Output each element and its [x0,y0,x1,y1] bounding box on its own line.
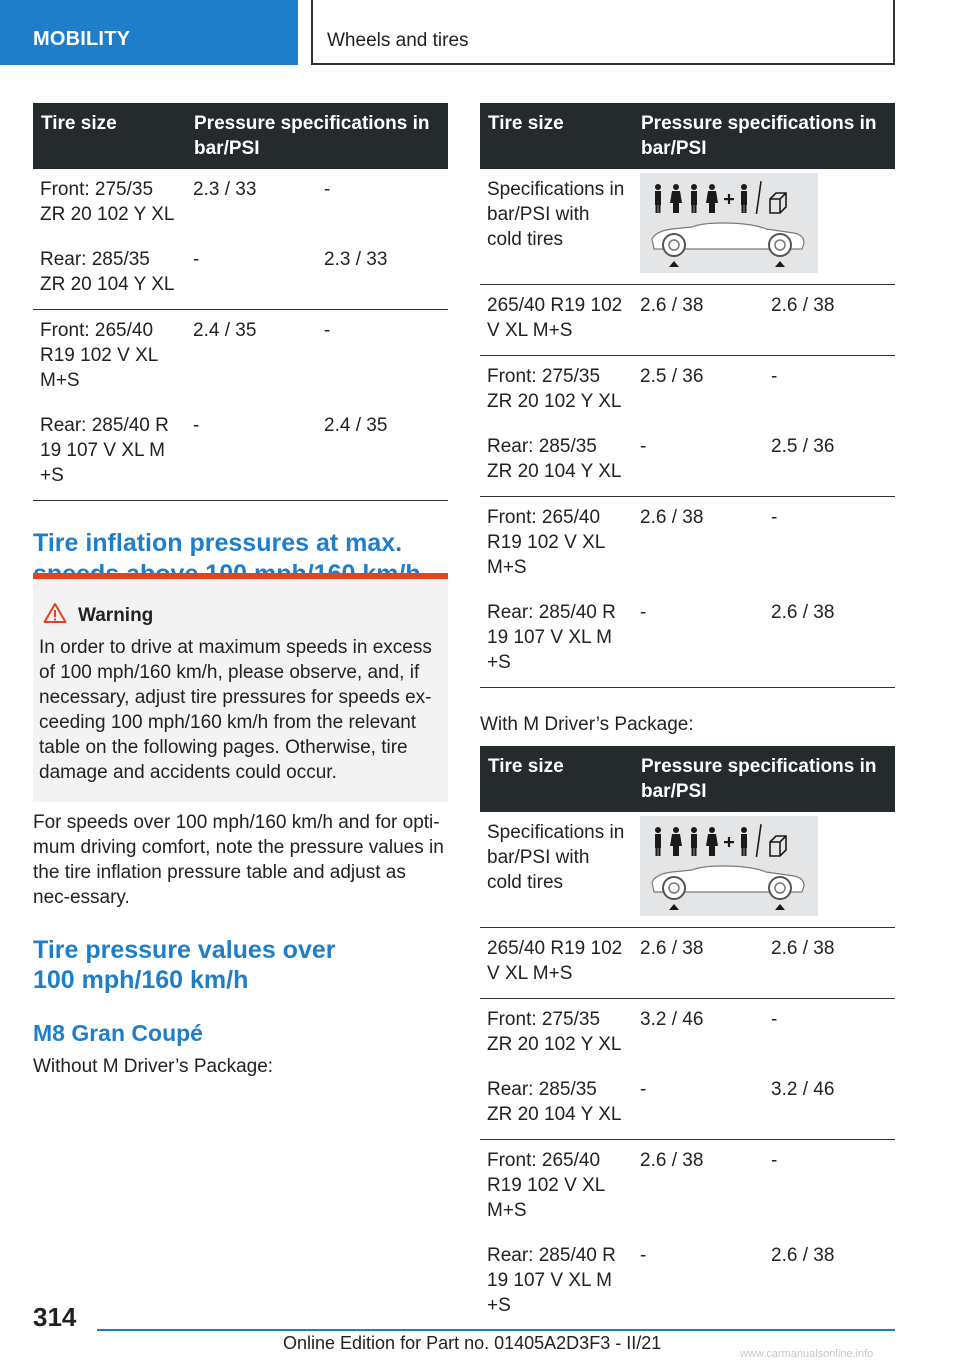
warning-text: In order to drive at maximum speeds in excess of 100 mph/160 km/h, please observe, and, if necessary, adjust tire pressures for speeds ex-ceeding 100 mph/160 km/h from the relevant table on the following pages. Otherwise, tire damage and accidents could occur. [39,637,432,783]
load-diagram-cell [633,169,895,285]
heading-max-speeds: Tire inflation pressures at max. [33,529,403,557]
model-heading: M8 Gran Coupé [33,1020,203,1046]
tire-pressure-table-right-2 [480,746,895,1331]
pressure-cell: 2.5 / 36 [764,426,895,497]
pressure-cell: 3.2 / 46 [764,1069,895,1140]
tire-size-cell: Rear: 285/40 R 19 107 V XL M +S [480,1235,633,1331]
table-row [480,812,895,928]
footer-divider [97,1329,895,1331]
pressure-cell: 2.6 / 38 [764,928,895,999]
tire-size-cell: Front: 275/35 ZR 20 102 Y XL [487,1009,622,1055]
pressure-cell: 2.6 / 38 [764,592,895,688]
load-diagram [640,816,818,916]
header-pressure-spec: Pressure specifications in bar/PSI [633,103,895,169]
pressure-cell: - [186,405,317,501]
load-diagram-cell [633,812,895,928]
table-header-row [480,746,895,812]
tire-size-cell: Rear: 285/40 R 19 107 V XL M +S [480,592,633,688]
pressure-cell: 2.6 / 38 [640,1150,704,1171]
left-column [33,103,448,590]
table-row [480,1069,895,1140]
tire-size-cell: Rear: 285/35 ZR 20 104 Y XL [480,426,633,497]
pressure-cell: - [633,592,764,688]
load-diagram [640,173,818,273]
table-row [33,239,448,310]
tire-size-cell: 265/40 R19 102 V XL M+S [480,285,633,356]
pressure-cell: - [633,1069,764,1140]
edition-note: Online Edition for Part no. 01405A2D3F3 - II/21 [283,1333,662,1353]
header-tire-size: Tire size [480,746,633,812]
table-row [33,169,448,239]
chapter-header [311,0,895,65]
warning-title: Warning [78,605,154,626]
pressure-cell: - [633,426,764,497]
tire-size-cell: Front: 265/40 R19 102 V XL M+S [487,507,605,578]
header-tire-size: Tire size [33,103,186,169]
load-occupants-car-icon [640,816,818,916]
tire-pressure-table-right-1 [480,103,895,688]
without-package-label: Without M Driver’s Package: [33,1056,274,1077]
table-row [480,1235,895,1331]
header-tire-size: Tire size [480,103,633,169]
table-row [480,999,895,1070]
section-label: MOBILITY [33,28,131,50]
pressure-cell: - [771,507,778,528]
pressure-cell: 2.6 / 38 [764,285,895,356]
table-row [33,405,448,501]
pressure-cell: - [186,239,317,310]
site-watermark: www.carmanualsonline.info [740,1348,874,1360]
tire-size-cell: Front: 275/35 ZR 20 102 Y XL [487,366,622,412]
pressure-cell: 3.2 / 46 [640,1009,704,1030]
pressure-cell: - [771,1150,778,1171]
pressure-cell: 2.4 / 35 [193,320,257,341]
info-paragraph: For speeds over 100 mph/160 km/h and for opti-mum driving comfort, note the pressure values in the tire inflation pressure table and adjust as nec-essary. [33,812,444,908]
table-header-row [480,103,895,169]
tire-size-cell: Rear: 285/35 ZR 20 104 Y XL [480,1069,633,1140]
heading-values-line2: 100 mph/160 km/h [33,966,249,994]
table-row [480,426,895,497]
table-row [480,592,895,688]
pressure-cell: 2.4 / 35 [317,405,448,501]
tire-size-cell: Rear: 285/35 ZR 20 104 Y XL [33,239,186,310]
with-package-label: With M Driver’s Package: [480,714,694,735]
pressure-cell: - [324,320,331,341]
header-pressure-spec: Pressure specifications in bar/PSI [186,103,448,169]
tire-size-cell: Front: 275/35 ZR 20 102 Y XL [40,179,175,225]
table-row [480,1140,895,1236]
section-tab [0,0,298,65]
tire-size-cell: Front: 265/40 R19 102 V XL M+S [487,1150,605,1221]
table-header-row [33,103,448,169]
pressure-cell: - [633,1235,764,1331]
warning-triangle-icon [43,602,67,629]
table-row [480,169,895,285]
tire-pressure-table-left [33,103,448,501]
tire-size-cell: Front: 265/40 R19 102 V XL M+S [40,320,158,391]
pressure-cell: 2.6 / 38 [764,1235,895,1331]
pressure-cell: 2.6 / 38 [633,928,764,999]
pressure-cell: - [771,366,778,387]
chapter-label: Wheels and tires [327,30,469,51]
pressure-cell: 2.3 / 33 [317,239,448,310]
pressure-cell: - [771,1009,778,1030]
table-row [480,285,895,356]
load-occupants-car-icon [640,173,818,273]
pressure-cell: 2.6 / 38 [633,285,764,356]
table-row [480,356,895,427]
pressure-cell: - [324,179,331,200]
warning-box [33,573,448,802]
page-number: 314 [33,1302,77,1332]
pressure-cell: 2.3 / 33 [193,179,257,200]
right-column [480,103,895,1331]
pressure-cell: 2.5 / 36 [640,366,704,387]
header-pressure-spec: Pressure specifications in bar/PSI [633,746,895,812]
table-row [33,310,448,406]
pressure-cell: 2.6 / 38 [640,507,704,528]
table-row [480,497,895,593]
spec-label-cell: Specifications in bar/PSI with cold tires [480,169,633,285]
table-row [480,928,895,999]
heading-values-line1: Tire pressure values over [33,936,336,964]
tire-size-cell: 265/40 R19 102 V XL M+S [480,928,633,999]
tire-size-cell: Rear: 285/40 R 19 107 V XL M +S [33,405,186,501]
spec-label-cell: Specifications in bar/PSI with cold tires [480,812,633,928]
